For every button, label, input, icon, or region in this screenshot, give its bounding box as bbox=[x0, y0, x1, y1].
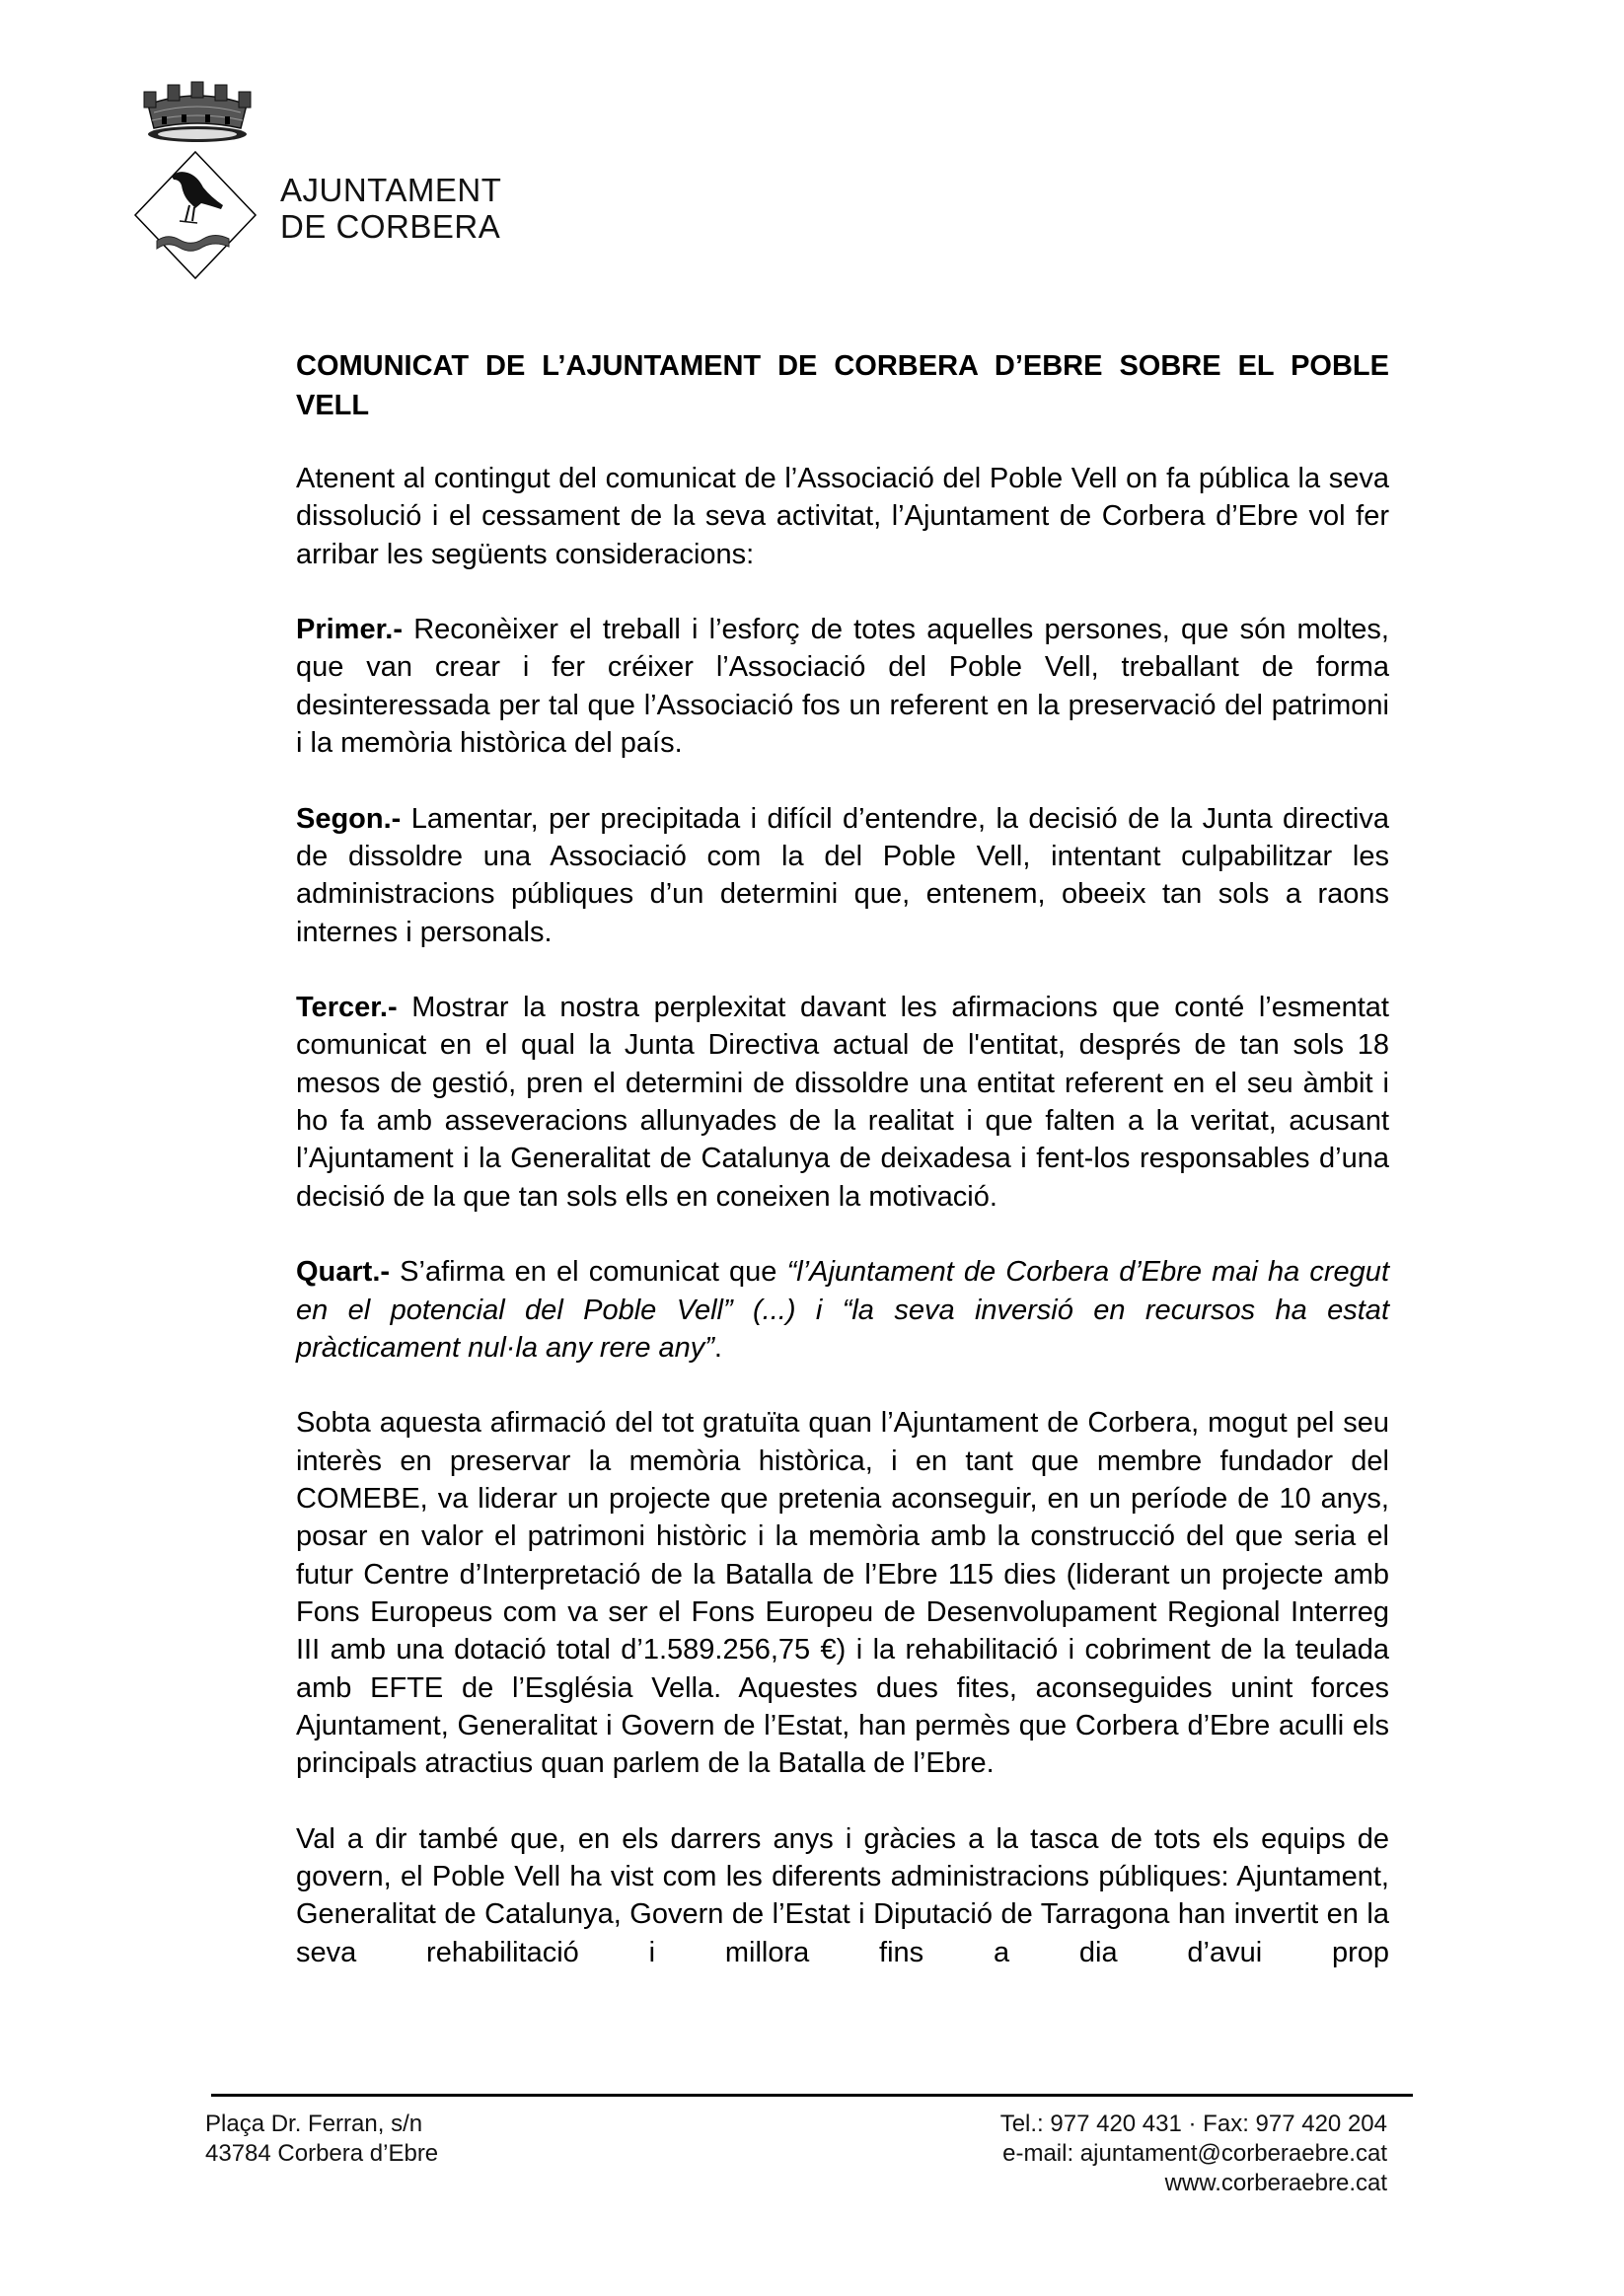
point-quart bbox=[296, 1253, 1389, 1367]
address-line2: 43784 Corbera d’Ebre bbox=[205, 2140, 439, 2167]
point-segon bbox=[296, 800, 1389, 951]
document-body bbox=[296, 460, 1389, 1971]
organization-name-line2: DE CORBERA bbox=[280, 208, 501, 245]
point-tercer-text: Mostrar la nostra perplexitat davant les afirmacions que conté l’esmentat comunicat en el qual la Junta Directiva actual de l'entitat, després de tan sols 18 mesos de gestió, pren el determini de dissoldre una entitat referent en el seu àmbit i ho fa amb asseveracions allunyades de la realitat i que falten a la veritat, acusant l’Ajuntament i la Generalitat de Catalunya de deixadesa i fent-los responsables d’una decisió de la que tan sols ells en coneixen la motivació. bbox=[296, 992, 1389, 1213]
address-line1: Plaça Dr. Ferran, s/n bbox=[205, 2111, 423, 2137]
coat-of-arms-icon bbox=[126, 77, 264, 284]
point-tercer bbox=[296, 989, 1389, 1216]
footer-divider bbox=[211, 2094, 1413, 2097]
point-quart-end: . bbox=[713, 1331, 722, 1364]
email-link[interactable]: e-mail: ajuntament@corberaebre.cat bbox=[1002, 2140, 1387, 2167]
footer-contact bbox=[1000, 2110, 1387, 2198]
phone-fax: Tel.: 977 420 431 · Fax: 977 420 204 bbox=[999, 2111, 1387, 2137]
paragraph-val: Val a dir també que, en els darrers anys i gràcies a la tasca de tots els equips de govern, el Poble Vell ha vist com les diferents administracions públiques: Ajuntament, Generalitat de Catalunya, Govern de l’Estat i Diputació de Tarragona han invertit en la seva rehabilitació i millora fins a dia d’avui prop bbox=[296, 1822, 1389, 1968]
mural-crown-icon bbox=[144, 82, 251, 142]
point-primer-lead: Primer.- bbox=[296, 614, 403, 646]
intro-paragraph: Atenent al contingut del comunicat de l’Associació del Poble Vell on fa pública la seva dissolució i el cessament de la seva activitat, l’Ajuntament de Corbera d’Ebre vol fer arribar les següents consideracions: bbox=[296, 463, 1389, 570]
document-title: COMUNICAT DE L’AJUNTAMENT DE CORBERA D’EBRE SOBRE EL POBLE VELL bbox=[296, 350, 1389, 421]
point-segon-text: Lamentar, per precipitada i difícil d’entendre, la decisió de la Junta directiva de dissoldre una Associació com la del Poble Vell, intentant culpabilitzar les administracions públiques d’un determini que, entenem, obeeix tan sols a raons internes i personals. bbox=[296, 802, 1389, 948]
organization-name bbox=[280, 172, 501, 245]
point-segon-lead: Segon.- bbox=[296, 802, 402, 835]
point-quart-quote: “l’Ajuntament de Corbera d’Ebre mai ha cregut en el potencial del Poble Vell” (...) i “la seva inversió en recursos ha estat pràcticament nul·la any rere any” bbox=[296, 1256, 1389, 1364]
footer-address bbox=[205, 2110, 438, 2169]
website-link[interactable]: www.corberaebre.cat bbox=[1164, 2170, 1387, 2196]
point-primer-text: Reconèixer el treball i l’esforç de totes aquelles persones, que són moltes, que van crear i fer créixer l’Associació del Poble Vell, treballant de forma desinteressada per tal que l’Associació fos un referent en la preservació del patrimoni i la memòria històrica del país. bbox=[296, 614, 1389, 760]
organization-name-line1: AJUNTAMENT bbox=[280, 172, 502, 208]
point-primer bbox=[296, 611, 1389, 762]
crow-shield-icon bbox=[135, 152, 256, 278]
point-quart-lead: Quart.- bbox=[296, 1256, 391, 1289]
paragraph-sobta: Sobta aquesta afirmació del tot gratuïta quan l’Ajuntament de Corbera, mogut pel seu interès en preservar la memòria històrica, i en tant que membre fundador del COMEBE, va liderar un projecte que pretenia aconseguir, en un període de 10 anys, posar en valor el patrimoni històric i la memòria amb la construcció del que seria el futur Centre d’Interpretació de la Batalla de l’Ebre 115 dies (liderant un projecte amb Fons Europeus com va ser el Fons Europeu de Desenvolupament Regional Interreg III amb una dotació total d’1.589.256,75 €) i la rehabilitació i cobriment de la teulada amb EFTE de l’Església Vella. Aquestes dues fites, aconseguides unint forces Ajuntament, Generalitat i Govern de l’Estat, han permès que Corbera d’Ebre aculli els principals atractius quan parlem de la Batalla de l’Ebre. bbox=[296, 1407, 1389, 1780]
point-quart-text: S’afirma en el comunicat que bbox=[390, 1256, 787, 1289]
point-tercer-lead: Tercer.- bbox=[296, 992, 398, 1024]
